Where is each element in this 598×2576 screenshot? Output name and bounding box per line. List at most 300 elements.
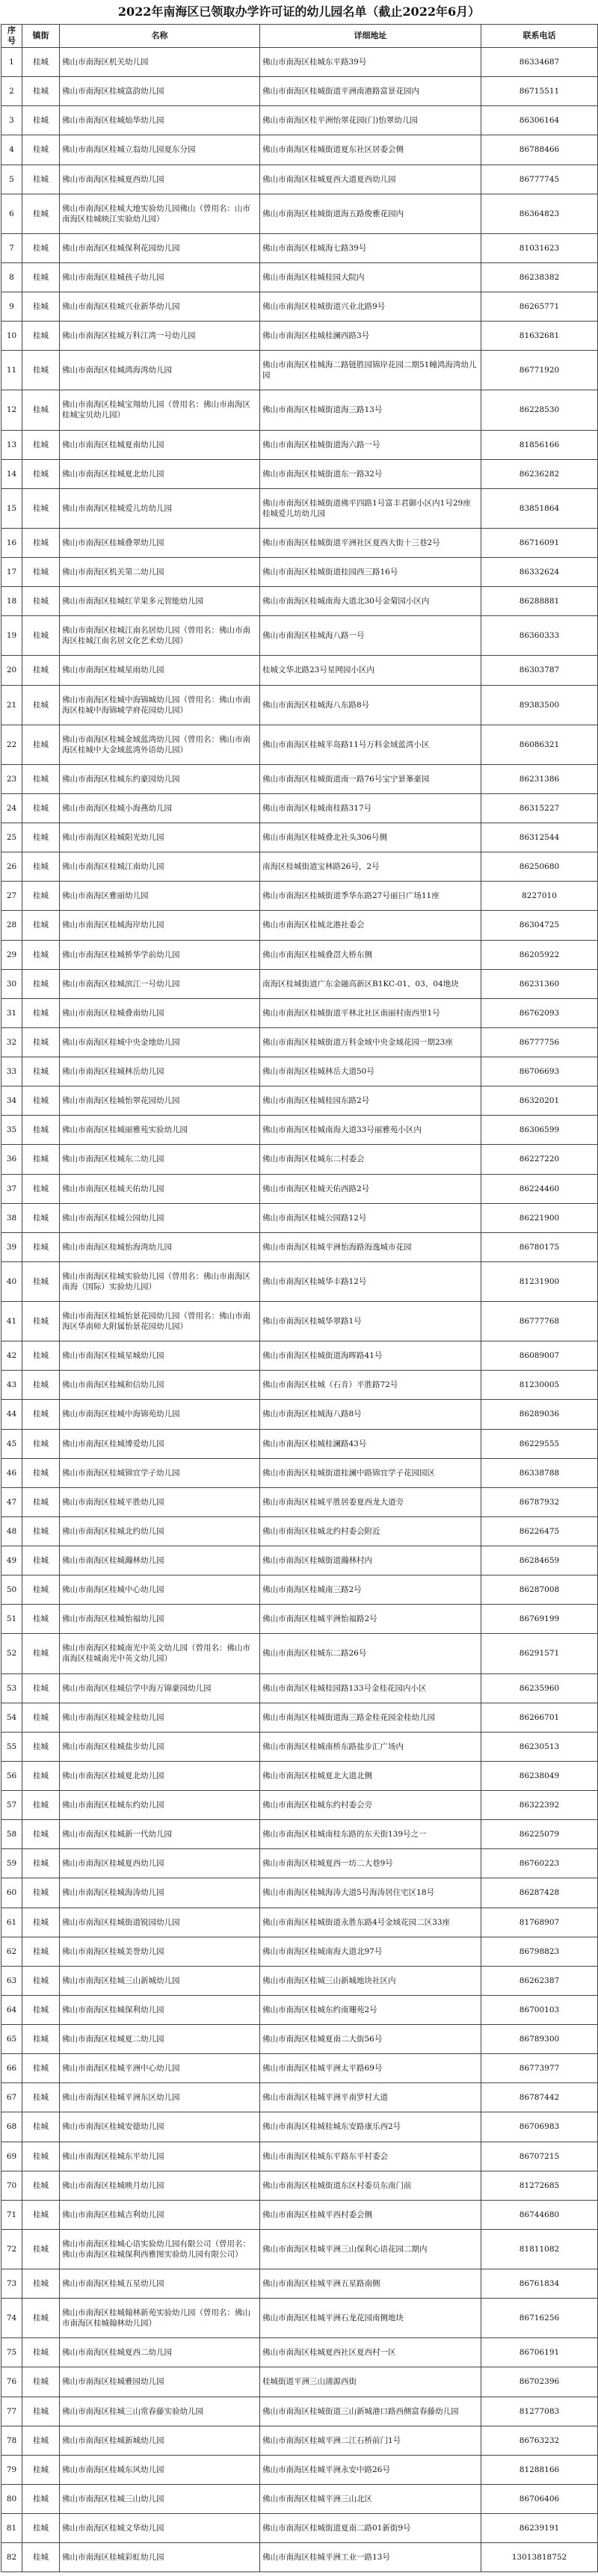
table-row: [1, 1634, 598, 1673]
cell-phone: 86761834: [481, 2269, 598, 2299]
cell-index: 55: [1, 1732, 22, 1761]
cell-index: 30: [1, 969, 22, 998]
cell-phone: 86225079: [481, 1820, 598, 1849]
cell-phone: 86715511: [481, 77, 598, 106]
cell-address: 佛山市南海区桂城南海大道北97号: [260, 1937, 481, 1966]
cell-index: 21: [1, 685, 22, 725]
cell-name: 佛山市南海区桂城夏北幼儿园: [60, 1761, 260, 1790]
table-row: [1, 390, 598, 430]
cell-index: 43: [1, 1371, 22, 1400]
cell-street: 桂城: [22, 1174, 60, 1203]
cell-index: 68: [1, 2112, 22, 2142]
cell-street: 桂城: [22, 1703, 60, 1732]
cell-address: 佛山市南海区桂城夏北大道北侧: [260, 1761, 481, 1790]
cell-index: 82: [1, 2543, 22, 2572]
cell-address: 佛山市南海区桂城街道瀚林村内: [260, 1546, 481, 1576]
cell-name: 佛山市南海区桂城心语实验幼儿园有限公司（曾用名：佛山市南海区桂城保利西雅图实验幼儿园有限公司）: [60, 2229, 260, 2269]
cell-index: 44: [1, 1400, 22, 1429]
cell-address: 佛山市南海区桂城公园路12号: [260, 1203, 481, 1232]
table-row: [1, 764, 598, 793]
cell-address: 佛山市南海区桂城夏西大道夏西幼儿园: [260, 165, 481, 194]
table-row: [1, 1232, 598, 1261]
cell-index: 60: [1, 1878, 22, 1908]
table-row: [1, 725, 598, 764]
cell-index: 10: [1, 322, 22, 351]
cell-phone: 81856166: [481, 430, 598, 459]
cell-phone: 83851864: [481, 488, 598, 528]
table-row: [1, 1878, 598, 1908]
cell-name: 佛山市南海区桂城怡翠花园幼儿园: [60, 1086, 260, 1116]
cell-street: 桂城: [22, 940, 60, 969]
cell-street: 桂城: [22, 1732, 60, 1761]
cell-index: 40: [1, 1261, 22, 1301]
cell-index: 12: [1, 390, 22, 430]
cell-street: 桂城: [22, 1400, 60, 1429]
table-row: [1, 1261, 598, 1301]
cell-address: 佛山市南海区桂城夏西社区夏西村一区: [260, 2338, 481, 2367]
cell-street: 桂城: [22, 2367, 60, 2397]
cell-phone: 86702396: [481, 2367, 598, 2397]
cell-street: 桂城: [22, 1057, 60, 1086]
cell-street: 桂城: [22, 1516, 60, 1546]
header-name: 名称: [60, 25, 260, 48]
cell-name: 佛山市南海区桂城中海锦苑幼儿园: [60, 1400, 260, 1429]
cell-index: 29: [1, 940, 22, 969]
table-row: [1, 1673, 598, 1703]
cell-index: 77: [1, 2397, 22, 2426]
cell-street: 桂城: [22, 48, 60, 77]
cell-name: 佛山市南海区桂城博爱幼儿园: [60, 1429, 260, 1458]
cell-index: 20: [1, 656, 22, 685]
cell-name: 佛山市南海区桂城万科江湾一号幼儿园: [60, 322, 260, 351]
cell-name: 佛山市南海区桂城街道锐园幼儿园: [60, 1908, 260, 1937]
cell-address: 佛山市南海区桂城街道万科金域中央金域花园一期23座: [260, 1027, 481, 1057]
cell-index: 67: [1, 2083, 22, 2112]
table-row: [1, 2112, 598, 2142]
cell-address: 佛山市南海区桂城桂园东路2号: [260, 1086, 481, 1116]
table-row: [1, 1203, 598, 1232]
cell-street: 桂城: [22, 165, 60, 194]
cell-address: 佛山市南海区桂城平洲石龙花园南侧地块: [260, 2299, 481, 2338]
cell-street: 桂城: [22, 852, 60, 882]
cell-name: 佛山市南海区桂城夏二幼儿园: [60, 2025, 260, 2054]
cell-index: 69: [1, 2142, 22, 2171]
table-row: [1, 459, 598, 488]
cell-index: 75: [1, 2338, 22, 2367]
table-row: [1, 2054, 598, 2083]
table-row: [1, 1966, 598, 1995]
cell-address: 佛山市南海区桂城华翠路1号: [260, 1302, 481, 1341]
cell-street: 桂城: [22, 1458, 60, 1487]
table-row: [1, 1145, 598, 1174]
cell-address: 佛山市南海区桂城平洲三山保利心语花园二期内: [260, 2229, 481, 2269]
cell-address: 佛山市南海区桂城南海大道北30号金菊园小区内: [260, 587, 481, 616]
cell-address: 佛山市南海区桂城平洲五星路南侧: [260, 2269, 481, 2299]
cell-address: 佛山市南海区桂城平洲太平路69号: [260, 2054, 481, 2083]
table-header-row: [1, 25, 598, 48]
table-row: [1, 1849, 598, 1878]
cell-address: 佛山市南海区桂城东约南珊苑2号: [260, 1995, 481, 2024]
cell-name: 佛山市南海区桂城新城幼儿园: [60, 2426, 260, 2455]
cell-street: 桂城: [22, 2426, 60, 2455]
table-row: [1, 1458, 598, 1487]
cell-street: 桂城: [22, 1487, 60, 1516]
table-row: [1, 1605, 598, 1634]
cell-phone: 86265771: [481, 292, 598, 322]
cell-street: 桂城: [22, 764, 60, 793]
cell-street: 桂城: [22, 2338, 60, 2367]
cell-name: 佛山市南海区桂城保利幼儿园: [60, 1995, 260, 2024]
cell-index: 73: [1, 2269, 22, 2299]
table-row: [1, 2514, 598, 2543]
cell-index: 25: [1, 823, 22, 852]
cell-phone: 86250680: [481, 852, 598, 882]
cell-phone: 81288166: [481, 2455, 598, 2484]
cell-address: 佛山市南海区桂城街道海晖路41号: [260, 1341, 481, 1371]
table-row: [1, 262, 598, 292]
cell-address: 佛山市南海区桂城海二路链胜园锦岸花园二期51幢鸿海湾幼儿园: [260, 351, 481, 390]
cell-street: 桂城: [22, 1634, 60, 1673]
cell-address: 佛山市南海区桂城街道季华东路27号丽日广场11座: [260, 882, 481, 911]
table-row: [1, 165, 598, 194]
cell-address: 佛山市南海区桂城街道海五路俊雅花园内: [260, 194, 481, 233]
cell-street: 桂城: [22, 2543, 60, 2572]
table-row: [1, 1703, 598, 1732]
cell-phone: 86287008: [481, 1576, 598, 1605]
cell-index: 16: [1, 528, 22, 557]
cell-phone: 81277083: [481, 2397, 598, 2426]
cell-street: 桂城: [22, 2229, 60, 2269]
table-row: [1, 685, 598, 725]
cell-name: 佛山市南海区桂城东约豪园幼儿园: [60, 764, 260, 793]
cell-index: 15: [1, 488, 22, 528]
cell-index: 11: [1, 351, 22, 390]
cell-name: 佛山市南海区桂城星城幼儿园: [60, 1341, 260, 1371]
cell-street: 桂城: [22, 2269, 60, 2299]
cell-address: 佛山市南海区桂城街道桂澜中路锦宜学子花园园区: [260, 1458, 481, 1487]
cell-phone: 86312544: [481, 823, 598, 852]
cell-address: 佛山市南海区桂城平洲怡福路2号: [260, 1605, 481, 1634]
cell-street: 桂城: [22, 292, 60, 322]
cell-street: 桂城: [22, 656, 60, 685]
cell-phone: 86239191: [481, 2514, 598, 2543]
cell-index: 51: [1, 1605, 22, 1634]
cell-address: 佛山市南海区桂城海八路一号: [260, 616, 481, 656]
cell-phone: 86238382: [481, 262, 598, 292]
cell-index: 49: [1, 1546, 22, 1576]
cell-name: 佛山市南海区桂城金桂幼儿园: [60, 1703, 260, 1732]
cell-phone: 86304725: [481, 911, 598, 940]
table-row: [1, 2338, 598, 2367]
cell-name: 佛山市南海区桂城大地实验幼儿园佛山（曾用名：山市南海区桂城映江实验幼儿园）: [60, 194, 260, 233]
cell-address: 佛山市南海区桂城街道海六路一号: [260, 430, 481, 459]
cell-index: 72: [1, 2229, 22, 2269]
table-row: [1, 2367, 598, 2397]
cell-name: 佛山市南海区桂城彩虹幼儿园: [60, 2543, 260, 2572]
cell-name: 佛山市南海区桂城红苹果多元智能幼儿园: [60, 587, 260, 616]
cell-name: 佛山市南海区桂城夏西二幼儿园: [60, 2338, 260, 2367]
cell-street: 桂城: [22, 1820, 60, 1849]
cell-phone: 86789300: [481, 2025, 598, 2054]
cell-address: 佛山市南海区桂城海涛大道5号海涛居住宅区18号: [260, 1878, 481, 1908]
cell-phone: 86706406: [481, 2484, 598, 2513]
cell-street: 桂城: [22, 823, 60, 852]
cell-name: 佛山市南海区桂城五星幼儿园: [60, 2269, 260, 2299]
table-row: [1, 2426, 598, 2455]
cell-index: 17: [1, 558, 22, 587]
cell-phone: 86332624: [481, 558, 598, 587]
cell-phone: 86230513: [481, 1732, 598, 1761]
cell-phone: 86224460: [481, 1174, 598, 1203]
cell-phone: 81632681: [481, 322, 598, 351]
cell-index: 39: [1, 1232, 22, 1261]
cell-address: 佛山市南海区桂城街道桂园西三路16号: [260, 558, 481, 587]
cell-street: 桂城: [22, 1232, 60, 1261]
cell-phone: 86777745: [481, 165, 598, 194]
cell-phone: 86306164: [481, 106, 598, 135]
table-row: [1, 1995, 598, 2024]
table-row: [1, 2142, 598, 2171]
table-row: [1, 1576, 598, 1605]
cell-phone: 86227220: [481, 1145, 598, 1174]
cell-index: 8: [1, 262, 22, 292]
cell-address: 佛山市南海区桂城平洲怡海路海逸城市花园: [260, 1232, 481, 1261]
cell-street: 桂城: [22, 1086, 60, 1116]
cell-street: 桂城: [22, 528, 60, 557]
cell-street: 桂城: [22, 1341, 60, 1371]
cell-index: 71: [1, 2200, 22, 2229]
cell-name: 佛山市南海区桂城保利花园幼儿园: [60, 233, 260, 262]
cell-street: 桂城: [22, 911, 60, 940]
cell-phone: 81031623: [481, 233, 598, 262]
cell-name: 佛山市南海区桂城美誉幼儿园: [60, 1937, 260, 1966]
cell-phone: 13013818752: [481, 2543, 598, 2572]
table-row: [1, 1086, 598, 1116]
cell-address: 佛山市南海区桂城三山新城地块社区内: [260, 1966, 481, 1995]
table-row: [1, 322, 598, 351]
cell-name: 佛山市南海区桂城三山新城幼儿园: [60, 1966, 260, 1995]
cell-phone: 86289036: [481, 1400, 598, 1429]
cell-index: 46: [1, 1458, 22, 1487]
cell-street: 桂城: [22, 1937, 60, 1966]
cell-name: 佛山市南海区桂城灿华幼儿园: [60, 106, 260, 135]
cell-name: 佛山市南海区桂城金域蓝湾幼儿园（曾用名：佛山市南海区桂城中大金域蓝湾外语幼儿园）: [60, 725, 260, 764]
cell-street: 桂城: [22, 1429, 60, 1458]
cell-name: 佛山市南海区桂城阳光幼儿园: [60, 823, 260, 852]
table-row: [1, 2025, 598, 2054]
cell-name: 佛山市南海区桂城映月幼儿园: [60, 2171, 260, 2200]
cell-phone: 86089007: [481, 1341, 598, 1371]
cell-street: 桂城: [22, 2200, 60, 2229]
cell-name: 佛山市南海区桂城鸿海湾幼儿园: [60, 351, 260, 390]
cell-phone: 81272685: [481, 2171, 598, 2200]
cell-street: 桂城: [22, 1605, 60, 1634]
cell-index: 41: [1, 1302, 22, 1341]
cell-street: 桂城: [22, 322, 60, 351]
cell-name: 佛山市南海区桂城雅园幼儿园: [60, 2367, 260, 2397]
header-address: 详细地址: [260, 25, 481, 48]
cell-name: 佛山市南海区桂城瀚林幼儿园: [60, 1546, 260, 1576]
cell-index: 63: [1, 1966, 22, 1995]
table-row: [1, 1516, 598, 1546]
cell-phone: 86788466: [481, 135, 598, 165]
cell-index: 26: [1, 852, 22, 882]
cell-address: 佛山市南海区桂城夏西一坊二大巷9号: [260, 1849, 481, 1878]
cell-index: 22: [1, 725, 22, 764]
cell-street: 桂城: [22, 2054, 60, 2083]
table-row: [1, 2269, 598, 2299]
cell-index: 35: [1, 1116, 22, 1145]
cell-index: 5: [1, 165, 22, 194]
cell-street: 桂城: [22, 77, 60, 106]
cell-address: 佛山市南海区桂城（石肯）平胜路72号: [260, 1371, 481, 1400]
cell-street: 桂城: [22, 2083, 60, 2112]
cell-name: 佛山市南海区桂城中央金地幼儿园: [60, 1027, 260, 1057]
table-row: [1, 2397, 598, 2426]
cell-name: 佛山市南海区桂城中海锦城幼儿园（曾用名：佛山市南海区桂城中海锦城学府花园幼儿园）: [60, 685, 260, 725]
cell-index: 81: [1, 2514, 22, 2543]
cell-name: 佛山市南海区桂城平洲东区幼儿园: [60, 2083, 260, 2112]
cell-street: 桂城: [22, 1878, 60, 1908]
table-row: [1, 2229, 598, 2269]
cell-phone: 86086321: [481, 725, 598, 764]
cell-phone: 86306599: [481, 1116, 598, 1145]
cell-street: 桂城: [22, 969, 60, 998]
cell-phone: 86226475: [481, 1516, 598, 1546]
cell-phone: 86235960: [481, 1673, 598, 1703]
table-row: [1, 2171, 598, 2200]
cell-name: 佛山市南海区桂城夏西幼儿园: [60, 165, 260, 194]
table-row: [1, 1371, 598, 1400]
cell-phone: 86221900: [481, 1203, 598, 1232]
table-row: [1, 528, 598, 557]
cell-street: 桂城: [22, 2484, 60, 2513]
table-row: [1, 823, 598, 852]
cell-index: 31: [1, 998, 22, 1027]
table-row: [1, 1732, 598, 1761]
table-row: [1, 1429, 598, 1458]
cell-address: 佛山市南海区桂城南桂东路的东天街139号之一: [260, 1820, 481, 1849]
table-row: [1, 1302, 598, 1341]
cell-phone: 86334687: [481, 48, 598, 77]
cell-index: 53: [1, 1673, 22, 1703]
table-row: [1, 2083, 598, 2112]
cell-street: 桂城: [22, 2142, 60, 2171]
cell-address: 佛山市南海区桂城海八东路8号: [260, 685, 481, 725]
cell-street: 桂城: [22, 233, 60, 262]
cell-street: 桂城: [22, 1261, 60, 1301]
cell-name: 佛山市南海区桂城叠翠幼儿园: [60, 528, 260, 557]
cell-phone: 81811082: [481, 2229, 598, 2269]
header-index: 序号: [1, 25, 22, 48]
cell-phone: 86707215: [481, 2142, 598, 2171]
cell-phone: 86769199: [481, 1605, 598, 1634]
cell-phone: 86787442: [481, 2083, 598, 2112]
table-row: [1, 1174, 598, 1203]
cell-street: 桂城: [22, 2299, 60, 2338]
cell-name: 佛山市南海区雅丽幼儿园: [60, 882, 260, 911]
cell-index: 74: [1, 2299, 22, 2338]
cell-address: 佛山市南海区桂城海八路8号: [260, 1400, 481, 1429]
cell-name: 佛山市南海区机关幼儿园: [60, 48, 260, 77]
cell-street: 桂城: [22, 1761, 60, 1790]
cell-index: 4: [1, 135, 22, 165]
table-row: [1, 233, 598, 262]
cell-index: 37: [1, 1174, 22, 1203]
cell-name: 佛山市南海区桂城立翁幼儿园夏东分园: [60, 135, 260, 165]
table-row: [1, 1400, 598, 1429]
cell-phone: 86706693: [481, 1057, 598, 1086]
cell-address: 佛山市南海区桂城夏南二大街56号: [260, 2025, 481, 2054]
cell-address: 佛山市南海区桂城街道东区村委员东南门前: [260, 2171, 481, 2200]
table-row: [1, 1791, 598, 1820]
table-row: [1, 656, 598, 685]
cell-address: 佛山市南海区桂城平洲永安中路26号: [260, 2455, 481, 2484]
cell-address: 佛山市南海区桂城东平路39号: [260, 48, 481, 77]
cell-street: 桂城: [22, 430, 60, 459]
cell-name: 佛山市南海区桂城夏西幼儿园: [60, 1849, 260, 1878]
cell-name: 佛山市南海区桂城三山幼儿园: [60, 2484, 260, 2513]
cell-address: 佛山市南海区桂城街道海三路13号: [260, 390, 481, 430]
header-phone: 联系电话: [481, 25, 598, 48]
cell-address: 佛山市南海区桂城天佑西路2号: [260, 1174, 481, 1203]
table-row: [1, 2543, 598, 2572]
cell-name: 佛山市南海区桂城江南幼儿园: [60, 852, 260, 882]
header-street: 镇街: [22, 25, 60, 48]
table-row: [1, 1027, 598, 1057]
cell-name: 佛山市南海区桂城江南名居幼儿园（曾用名：佛山市南海区桂城江南名居文化艺术幼儿园）: [60, 616, 260, 656]
cell-street: 桂城: [22, 882, 60, 911]
cell-street: 桂城: [22, 998, 60, 1027]
cell-index: 50: [1, 1576, 22, 1605]
table-row: [1, 1341, 598, 1371]
cell-address: 佛山市南海区桂城平洲二江石桥前门1号: [260, 2426, 481, 2455]
cell-address: 佛山市南海区桂城东二村委会: [260, 1145, 481, 1174]
kindergarten-table: [1, 24, 598, 2572]
cell-name: 佛山市南海区桂城公园幼儿园: [60, 1203, 260, 1232]
cell-name: 佛山市南海区桂城兴业新华幼儿园: [60, 292, 260, 322]
cell-phone: 86229555: [481, 1429, 598, 1458]
cell-name: 佛山市南海区桂城实验幼儿园（曾用名：佛山市南海区南海（国际）实验幼儿园）: [60, 1261, 260, 1301]
cell-street: 桂城: [22, 725, 60, 764]
cell-index: 13: [1, 430, 22, 459]
cell-index: 57: [1, 1791, 22, 1820]
cell-name: 佛山市南海区桂城怡福幼儿园: [60, 1605, 260, 1634]
cell-phone: 86762093: [481, 998, 598, 1027]
cell-address: 佛山市南海区桂城南桂路317号: [260, 793, 481, 823]
cell-address: 佛山市南海区桂城东约村委会旁: [260, 1791, 481, 1820]
table-row: [1, 2299, 598, 2338]
cell-name: 佛山市南海区桂城富韵幼儿园: [60, 77, 260, 106]
cell-index: 66: [1, 2054, 22, 2083]
cell-name: 佛山市南海区机关第二幼儿园: [60, 558, 260, 587]
cell-phone: 86773977: [481, 2054, 598, 2083]
cell-name: 佛山市南海区桂城海岸幼儿园: [60, 911, 260, 940]
cell-phone: 86777756: [481, 1027, 598, 1057]
cell-phone: 86231386: [481, 764, 598, 793]
cell-address: 佛山市南海区桂城街道永胜东路4号金域花园二区33座: [260, 1908, 481, 1937]
cell-street: 桂城: [22, 1673, 60, 1703]
table-row: [1, 430, 598, 459]
cell-street: 桂城: [22, 1576, 60, 1605]
cell-phone: 86320201: [481, 1086, 598, 1116]
table-row: [1, 558, 598, 587]
cell-address: 佛山市南海区桂城北约村委会附近: [260, 1516, 481, 1546]
cell-address: 佛山市南海区桂城海七路39号: [260, 233, 481, 262]
cell-street: 桂城: [22, 1371, 60, 1400]
cell-address: 佛山市南海区桂城街道三山新城港口路西侧富春藤幼儿园: [260, 2397, 481, 2426]
cell-phone: 81768907: [481, 1908, 598, 1937]
